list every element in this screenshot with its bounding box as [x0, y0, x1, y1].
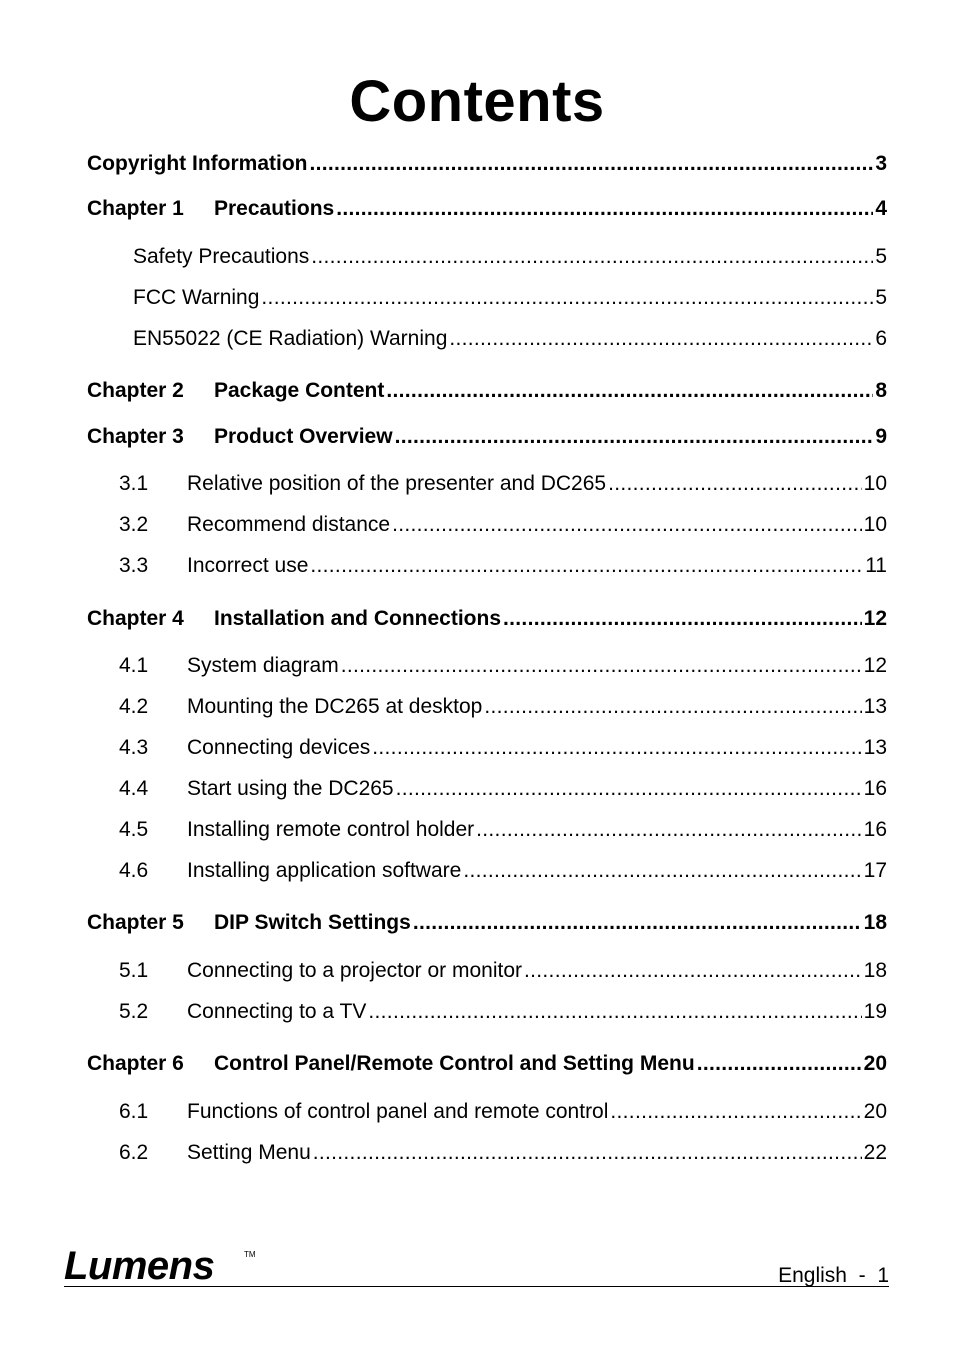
leader-dots [386, 377, 873, 405]
toc-entry-page: 10 [863, 472, 887, 495]
toc-entry-number: Chapter 4 [87, 607, 184, 630]
toc-entry-label: DIP Switch Settings [214, 911, 411, 934]
leader-dots [524, 957, 862, 985]
toc-entry-6-2[interactable] [119, 1139, 887, 1167]
toc-entry-number: 3.1 [119, 472, 149, 495]
toc-entry-label: Control Panel/Remote Control and Setting Menu [214, 1052, 695, 1075]
leader-dots [309, 150, 873, 178]
logo-text: Lumens [64, 1244, 215, 1288]
leader-dots [697, 1050, 862, 1078]
toc-entry-number: 5.2 [119, 1000, 149, 1023]
toc-entry-label: Relative position of the presenter and DC265 [187, 472, 607, 495]
toc-entry-3-3[interactable] [119, 552, 887, 580]
toc-entry-copyright[interactable] [87, 150, 887, 178]
toc-entry-4-1[interactable] [119, 652, 887, 680]
toc-entry-label: Connecting to a projector or monitor [187, 959, 523, 982]
leader-dots [610, 1098, 861, 1126]
toc-entry-4-4[interactable] [119, 775, 887, 803]
leader-dots [372, 734, 861, 762]
toc-entry-number: 4.2 [119, 695, 149, 718]
toc-entry-label: System diagram [187, 654, 339, 677]
toc-entry-chapter-4[interactable] [87, 605, 887, 633]
leader-dots [311, 243, 873, 271]
leader-dots [310, 552, 863, 580]
toc-entry-page: 8 [875, 379, 887, 402]
toc-entry-safety-precautions[interactable] [133, 243, 887, 271]
leader-dots [392, 511, 862, 539]
lumens-logo [64, 1244, 256, 1288]
leader-dots [413, 909, 862, 937]
toc-entry-label: Incorrect use [187, 554, 309, 577]
toc-entry-page: 12 [863, 654, 887, 677]
footer-divider [64, 1286, 889, 1287]
toc-entry-label: Recommend distance [187, 513, 391, 536]
toc-entry-4-2[interactable] [119, 693, 887, 721]
toc-entry-number: 4.4 [119, 777, 149, 800]
toc-entry-label: Mounting the DC265 at desktop [187, 695, 483, 718]
toc-entry-number: 6.2 [119, 1141, 149, 1164]
toc-entry-number: 3.3 [119, 554, 149, 577]
leader-dots [449, 325, 873, 353]
toc-entry-number: 4.3 [119, 736, 149, 759]
leader-dots [396, 775, 862, 803]
leader-dots [608, 470, 862, 498]
toc-entry-page: 5 [875, 245, 887, 268]
toc-entry-label: Connecting devices [187, 736, 371, 759]
leader-dots [503, 605, 862, 633]
toc-entry-fcc-warning[interactable] [133, 284, 887, 312]
toc-entry-number: 4.5 [119, 818, 149, 841]
toc-entry-number: 4.1 [119, 654, 149, 677]
toc-entry-page: 18 [863, 911, 887, 934]
toc-entry-5-2[interactable] [119, 998, 887, 1026]
toc-entry-label: EN55022 (CE Radiation) Warning [133, 327, 448, 350]
toc-entry-number: Chapter 6 [87, 1052, 184, 1075]
toc-entry-label: Installation and Connections [214, 607, 502, 630]
toc-entry-page: 20 [863, 1100, 887, 1123]
toc-entry-page: 6 [875, 327, 887, 350]
toc-entry-page: 20 [863, 1052, 887, 1075]
toc-entry-label: Setting Menu [187, 1141, 311, 1164]
toc-entry-chapter-6[interactable] [87, 1050, 887, 1078]
toc-entry-chapter-5[interactable] [87, 909, 887, 937]
toc-entry-page: 16 [863, 777, 887, 800]
toc-entry-page: 9 [875, 425, 887, 448]
toc-entry-chapter-1[interactable] [87, 195, 887, 223]
toc-entry-label: Product Overview [214, 425, 393, 448]
leader-dots [395, 423, 874, 451]
toc-entry-3-1[interactable] [119, 470, 887, 498]
toc-entry-number: Chapter 1 [87, 197, 184, 220]
toc-entry-page: 13 [863, 695, 887, 718]
toc-entry-label: Installing remote control holder [187, 818, 475, 841]
toc-entry-chapter-3[interactable] [87, 423, 887, 451]
toc-entry-label: Copyright Information [87, 152, 308, 175]
toc-entry-en55022-warning[interactable] [133, 325, 887, 353]
toc-entry-4-5[interactable] [119, 816, 887, 844]
toc-entry-4-3[interactable] [119, 734, 887, 762]
toc-entry-number: 6.1 [119, 1100, 149, 1123]
trademark-mark: TM [244, 1250, 256, 1259]
toc-entry-chapter-2[interactable] [87, 377, 887, 405]
toc-entry-label: Installing application software [187, 859, 462, 882]
leader-dots [313, 1139, 862, 1167]
toc-entry-label: Functions of control panel and remote control [187, 1100, 609, 1123]
toc-entry-page: 17 [863, 859, 887, 882]
toc-entry-6-1[interactable] [119, 1098, 887, 1126]
leader-dots [463, 857, 861, 885]
toc-entry-number: 3.2 [119, 513, 149, 536]
toc-entry-number: Chapter 3 [87, 425, 184, 448]
leader-dots [484, 693, 861, 721]
toc-entry-number: Chapter 5 [87, 911, 184, 934]
leader-dots [476, 816, 861, 844]
toc-entry-page: 3 [875, 152, 887, 175]
toc-entry-number: 4.6 [119, 859, 149, 882]
toc-entry-page: 10 [863, 513, 887, 536]
leader-dots [341, 652, 862, 680]
toc-entry-number: Chapter 2 [87, 379, 184, 402]
toc-entry-label: Start using the DC265 [187, 777, 394, 800]
toc-entry-5-1[interactable] [119, 957, 887, 985]
toc-entry-page: 13 [863, 736, 887, 759]
toc-entry-3-2[interactable] [119, 511, 887, 539]
toc-entry-page: 5 [875, 286, 887, 309]
page-title: Contents [349, 69, 605, 134]
leader-dots [261, 284, 873, 312]
toc-entry-number: 5.1 [119, 959, 149, 982]
toc-entry-page: 16 [863, 818, 887, 841]
toc-entry-label: Package Content [214, 379, 385, 402]
toc-entry-4-6[interactable] [119, 857, 887, 885]
toc-entry-page: 4 [875, 197, 887, 220]
leader-dots [336, 195, 873, 223]
toc-entry-label: Precautions [214, 197, 335, 220]
toc-entry-page: 12 [863, 607, 887, 630]
toc-entry-label: Safety Precautions [133, 245, 310, 268]
toc-entry-page: 18 [863, 959, 887, 982]
page-number: English - 1 [778, 1264, 889, 1287]
toc-entry-label: Connecting to a TV [187, 1000, 367, 1023]
toc-entry-page: 19 [863, 1000, 887, 1023]
toc-entry-label: FCC Warning [133, 286, 260, 309]
toc-entry-page: 11 [865, 554, 887, 577]
toc-entry-page: 22 [863, 1141, 887, 1164]
leader-dots [368, 998, 861, 1026]
